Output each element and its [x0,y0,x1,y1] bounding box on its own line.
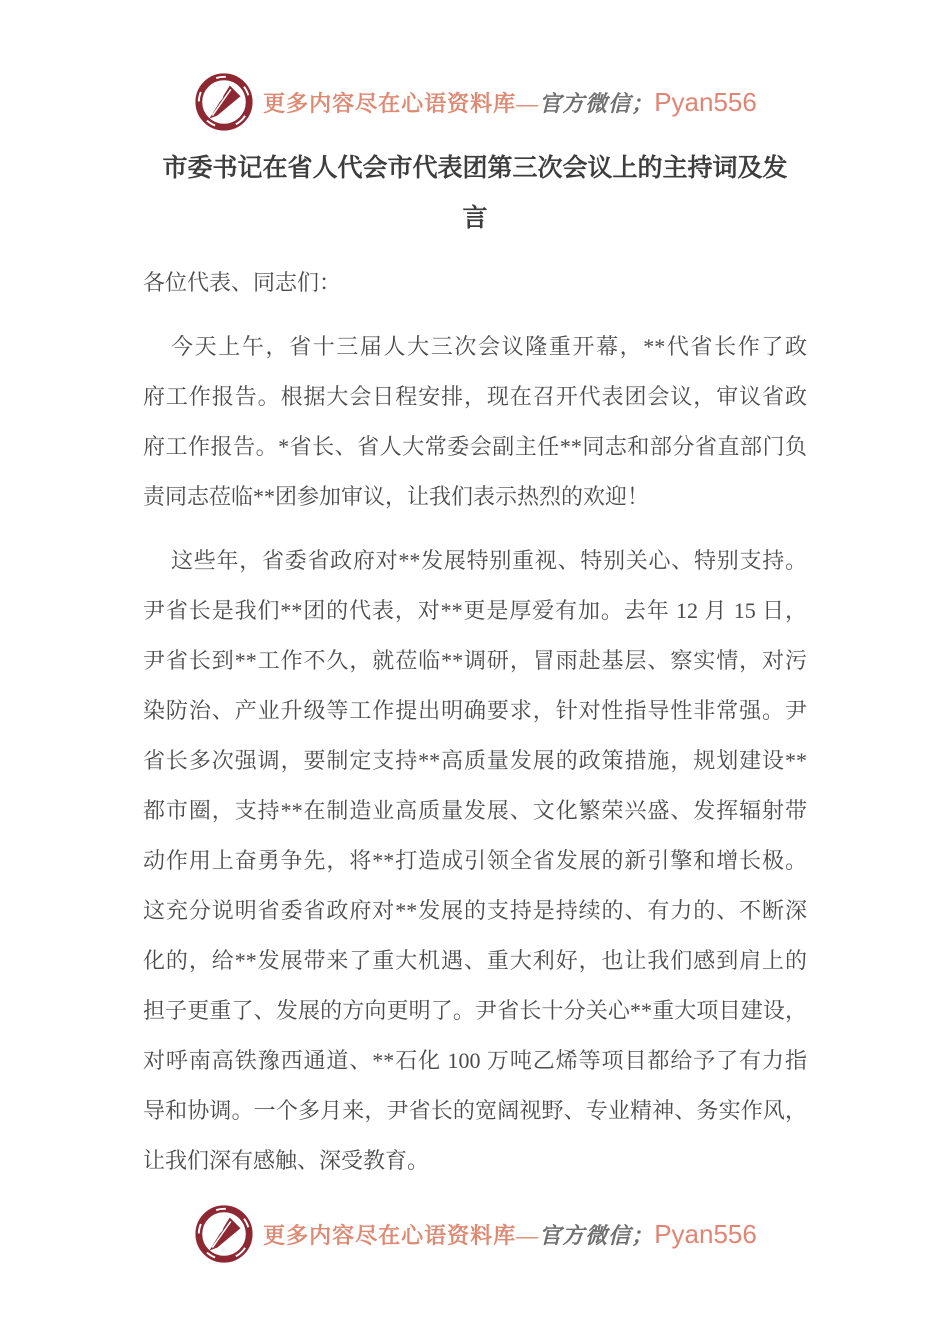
pen-circle-logo-icon [193,1203,255,1265]
watermark-wechat-label: 官方微信； [539,90,655,116]
paragraph-line: 这充分说明省委省政府对**发展的支持是持续的、有力的、不断深 [143,898,807,923]
paragraph-line: 今天上午，省十三届人大三次会议隆重开幕，**代省长作了政 [171,334,807,359]
paragraph [143,536,807,1186]
paragraph-line: 这些年，省委省政府对**发展特别重视、特别关心、特别支持。 [171,548,807,573]
paragraph-line: 各位代表、同志们： [143,270,342,295]
watermark-dash: — [516,90,540,116]
paragraph-line: 府工作报告。根据大会日程安排，现在召开代表团会议，审议省政 [143,384,807,409]
watermark-text [263,87,757,118]
paragraph-line: 对呼南高铁豫西通道、**石化 100 万吨乙烯等项目都给予了有力指 [143,1048,807,1073]
paragraph-line: 担子更重了、发展的方向更明了。尹省长十分关心**重大项目建设， [143,998,807,1023]
paragraph-line: 动作用上奋勇争先，将**打造成引领全省发展的新引擎和增长极。 [143,848,807,873]
pen-circle-logo-icon [193,71,255,133]
watermark-dash: — [516,1222,540,1248]
watermark-brand-text: 更多内容尽在心语资料库 [263,1222,517,1248]
footer-watermark [0,1202,950,1266]
header-watermark [0,70,950,134]
watermark-wechat-account: Pyan556 [654,86,757,117]
watermark-wechat-label: 官方微信； [539,1222,655,1248]
paragraph-line: 尹省长到**工作不久，就莅临**调研，冒雨赴基层、察实情，对污 [143,648,807,673]
watermark-wechat-account: Pyan556 [654,1218,757,1249]
paragraph-line: 责同志莅临**团参加审议，让我们表示热烈的欢迎！ [143,484,650,509]
paragraph-line: 染防治、产业升级等工作提出明确要求，针对性指导性非常强。尹 [143,698,807,723]
paragraph-line: 化的，给**发展带来了重大机遇、重大利好，也让我们感到肩上的 [143,948,807,973]
watermark-text [263,1219,757,1250]
paragraph-line: 都市圈，支持**在制造业高质量发展、文化繁荣兴盛、发挥辐射带 [143,798,807,823]
watermark-brand-text: 更多内容尽在心语资料库 [263,90,517,116]
document-body [143,258,807,1186]
paragraph [143,258,807,308]
paragraph [143,322,807,522]
paragraph-line: 尹省长是我们**团的代表，对**更是厚爱有加。去年 12 月 15 日， [143,598,807,623]
page-title-line-1: 市委书记在省人代会市代表团第三次会议上的主持词及发 [162,155,788,182]
paragraph-line: 让我们深有感触、深受教育。 [143,1148,430,1173]
paragraph-line: 导和协调。一个多月来，尹省长的宽阔视野、专业精神、务实作风， [143,1098,807,1123]
paragraph-line: 府工作报告。*省长、省人大常委会副主任**同志和部分省直部门负 [143,434,807,459]
paragraph-line: 省长多次强调，要制定支持**高质量发展的政策措施，规划建设** [143,748,807,773]
page-title-line-2: 言 [462,205,488,232]
page-title [143,144,807,244]
